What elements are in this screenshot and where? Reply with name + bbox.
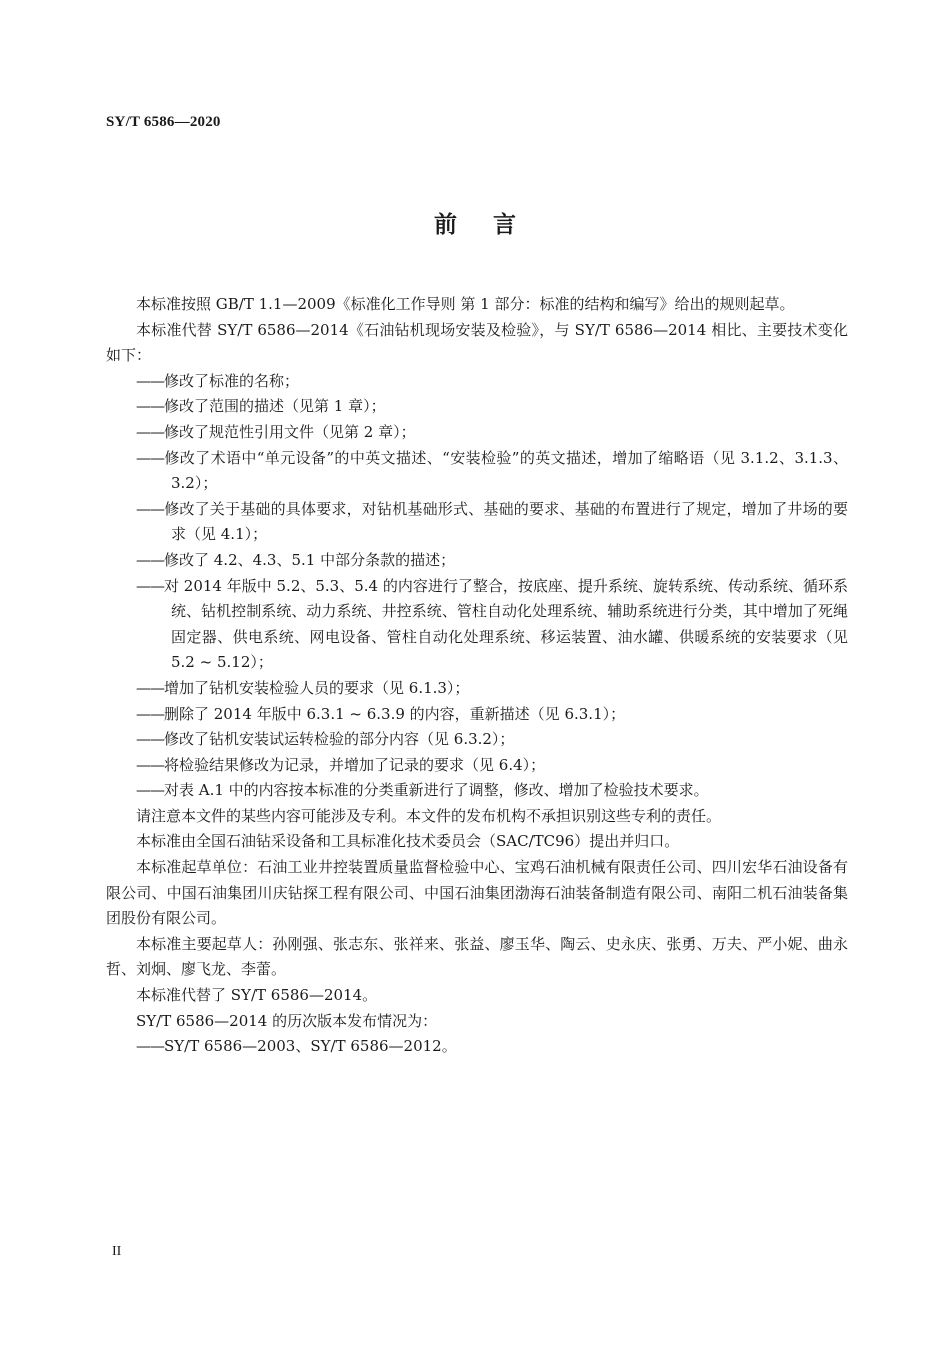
change-item: ——删除了 2014 年版中 6.3.1 ~ 6.3.9 的内容，重新描述（见 6.3.1）； bbox=[136, 704, 626, 723]
change-item: ——修改了术语中“单元设备”的中英文描述、“安装检验”的英文描述，增加了缩略语（见 3.1.2、3.1.3、3.2）； bbox=[136, 448, 848, 493]
dash-marker: —— bbox=[136, 1037, 164, 1056]
change-item: ——对 2014 年版中 5.2、5.3、5.4 的内容进行了整合，按底座、提升系统、旋转系统、传动系统、循环系统、钻机控制系统、动力系统、井控系统、管柱自动化处理系统、辅助系统进行分类，其中增加了死绳固定器、供电系统、网电设备、管柱自动化处理系统、移运装置、油水罐、供暖系统的安装要求（见 5.2 ~ 5.12）； bbox=[136, 576, 848, 672]
dash-marker: —— bbox=[136, 730, 164, 749]
change-item: ——将检验结果修改为记录，并增加了记录的要求（见 6.4）； bbox=[136, 755, 546, 774]
dash-marker: —— bbox=[136, 678, 164, 697]
change-item: ——修改了标准的名称； bbox=[136, 371, 300, 390]
paragraph-replacement: 本标准代替 SY/T 6586—2014《石油钻机现场安装及检验》，与 SY/T 6586—2014 相比、主要技术变化如下： bbox=[106, 320, 848, 365]
dash-marker: —— bbox=[136, 499, 164, 518]
change-item: ——修改了规范性引用文件（见第 2 章）； bbox=[136, 422, 416, 441]
paragraph-drafting-units: 本标准起草单位：石油工业井控装置质量监督检验中心、宝鸡石油机械有限责任公司、四川宏华石油设备有限公司、中国石油集团川庆钻探工程有限公司、中国石油集团渤海石油装备制造有限公司、南阳二机石油装备集团股份有限公司。 bbox=[106, 858, 848, 928]
change-item: ——修改了钻机安装试运转检验的部分内容（见 6.3.2）； bbox=[136, 730, 515, 749]
paragraph-drafters: 本标准主要起草人：孙刚强、张志东、张祥来、张益、廖玉华、陶云、史永庆、张勇、万夫、严小妮、曲永哲、刘炯、廖飞龙、李蕾。 bbox=[106, 934, 848, 979]
dash-marker: —— bbox=[136, 755, 164, 774]
change-item: ——修改了范围的描述（见第 1 章）； bbox=[136, 397, 386, 416]
page-number: II bbox=[112, 1244, 122, 1259]
dash-marker: —— bbox=[136, 576, 164, 595]
foreword-body bbox=[106, 292, 848, 1060]
history-item: ——SY/T 6586—2003、SY/T 6586—2012。 bbox=[136, 1037, 457, 1056]
dash-marker: —— bbox=[136, 550, 164, 569]
dash-marker: —— bbox=[136, 781, 164, 800]
paragraph-replaces: 本标准代替了 SY/T 6586—2014。 bbox=[136, 986, 378, 1005]
change-item: ——对表 A.1 中的内容按本标准的分类重新进行了调整，修改、增加了检验技术要求。 bbox=[136, 781, 709, 800]
document-number: SY/T 6586—2020 bbox=[106, 114, 221, 130]
change-item: ——修改了关于基础的具体要求，对钻机基础形式、基础的要求、基础的布置进行了规定，增加了井场的要求（见 4.1）； bbox=[136, 499, 848, 544]
paragraph-drafting-rules: 本标准按照 GB/T 1.1—2009《标准化工作导则 第 1 部分：标准的结构和编写》给出的规则起草。 bbox=[136, 295, 795, 313]
page-title: 前言 bbox=[434, 212, 552, 238]
dash-marker: —— bbox=[136, 422, 164, 441]
change-item: ——增加了钻机安装检验人员的要求（见 6.1.3）； bbox=[136, 678, 470, 697]
dash-marker: —— bbox=[136, 397, 164, 416]
change-item: ——修改了 4.2、4.3、5.1 中部分条款的描述； bbox=[136, 550, 456, 569]
dash-marker: —— bbox=[136, 371, 164, 390]
paragraph-history-intro: SY/T 6586—2014 的历次版本发布情况为： bbox=[136, 1011, 438, 1030]
dash-marker: —— bbox=[136, 448, 164, 467]
paragraph-patent-notice: 请注意本文件的某些内容可能涉及专利。本文件的发布机构不承担识别这些专利的责任。 bbox=[136, 806, 722, 825]
paragraph-proposer: 本标准由全国石油钻采设备和工具标准化技术委员会（SAC/TC96）提出并归口。 bbox=[136, 832, 680, 851]
dash-marker: —— bbox=[136, 704, 164, 723]
